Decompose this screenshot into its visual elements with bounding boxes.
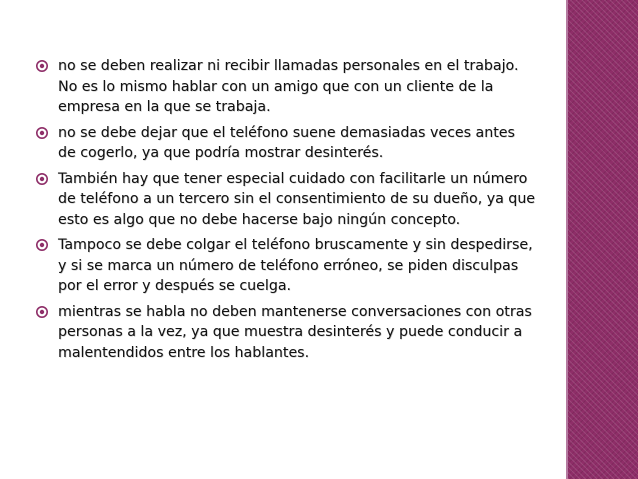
bullet-text: Tampoco se debe colgar el teléfono bruscamente y sin despedirse, y si se marca un número de teléfono erróneo, se piden disculpas por el error y después se cuelga. (58, 237, 533, 294)
band-pattern (568, 0, 638, 479)
bullet-item (36, 56, 536, 118)
bullet-list (36, 56, 536, 363)
target-bullet-icon (36, 173, 48, 185)
decorative-side-band (566, 0, 638, 479)
bullet-item (36, 169, 536, 231)
bullet-item (36, 235, 536, 297)
content-area (36, 56, 536, 368)
bullet-text: no se deben realizar ni recibir llamadas personales en el trabajo. No es lo mismo hablar con un amigo que con un cliente de la empresa en la que se trabaja. (58, 58, 519, 115)
bullet-item (36, 302, 536, 364)
band-edge (566, 0, 568, 479)
bullet-item (36, 123, 536, 164)
bullet-text: no se debe dejar que el teléfono suene demasiadas veces antes de cogerlo, ya que podría mostrar desinterés. (58, 124, 515, 161)
target-bullet-icon (36, 127, 48, 139)
target-bullet-icon (36, 306, 48, 318)
bullet-text: mientras se habla no deben mantenerse conversaciones con otras personas a la vez, ya que muestra desinterés y puede conducir a malentendidos entre los hablantes. (58, 303, 532, 361)
target-bullet-icon (36, 60, 48, 72)
target-bullet-icon (36, 239, 48, 251)
bullet-text: También hay que tener especial cuidado con facilitarle un número de teléfono a un tercero sin el consentimiento de su dueño, ya que esto es algo que no debe hacerse bajo ningún concepto. (58, 170, 536, 228)
